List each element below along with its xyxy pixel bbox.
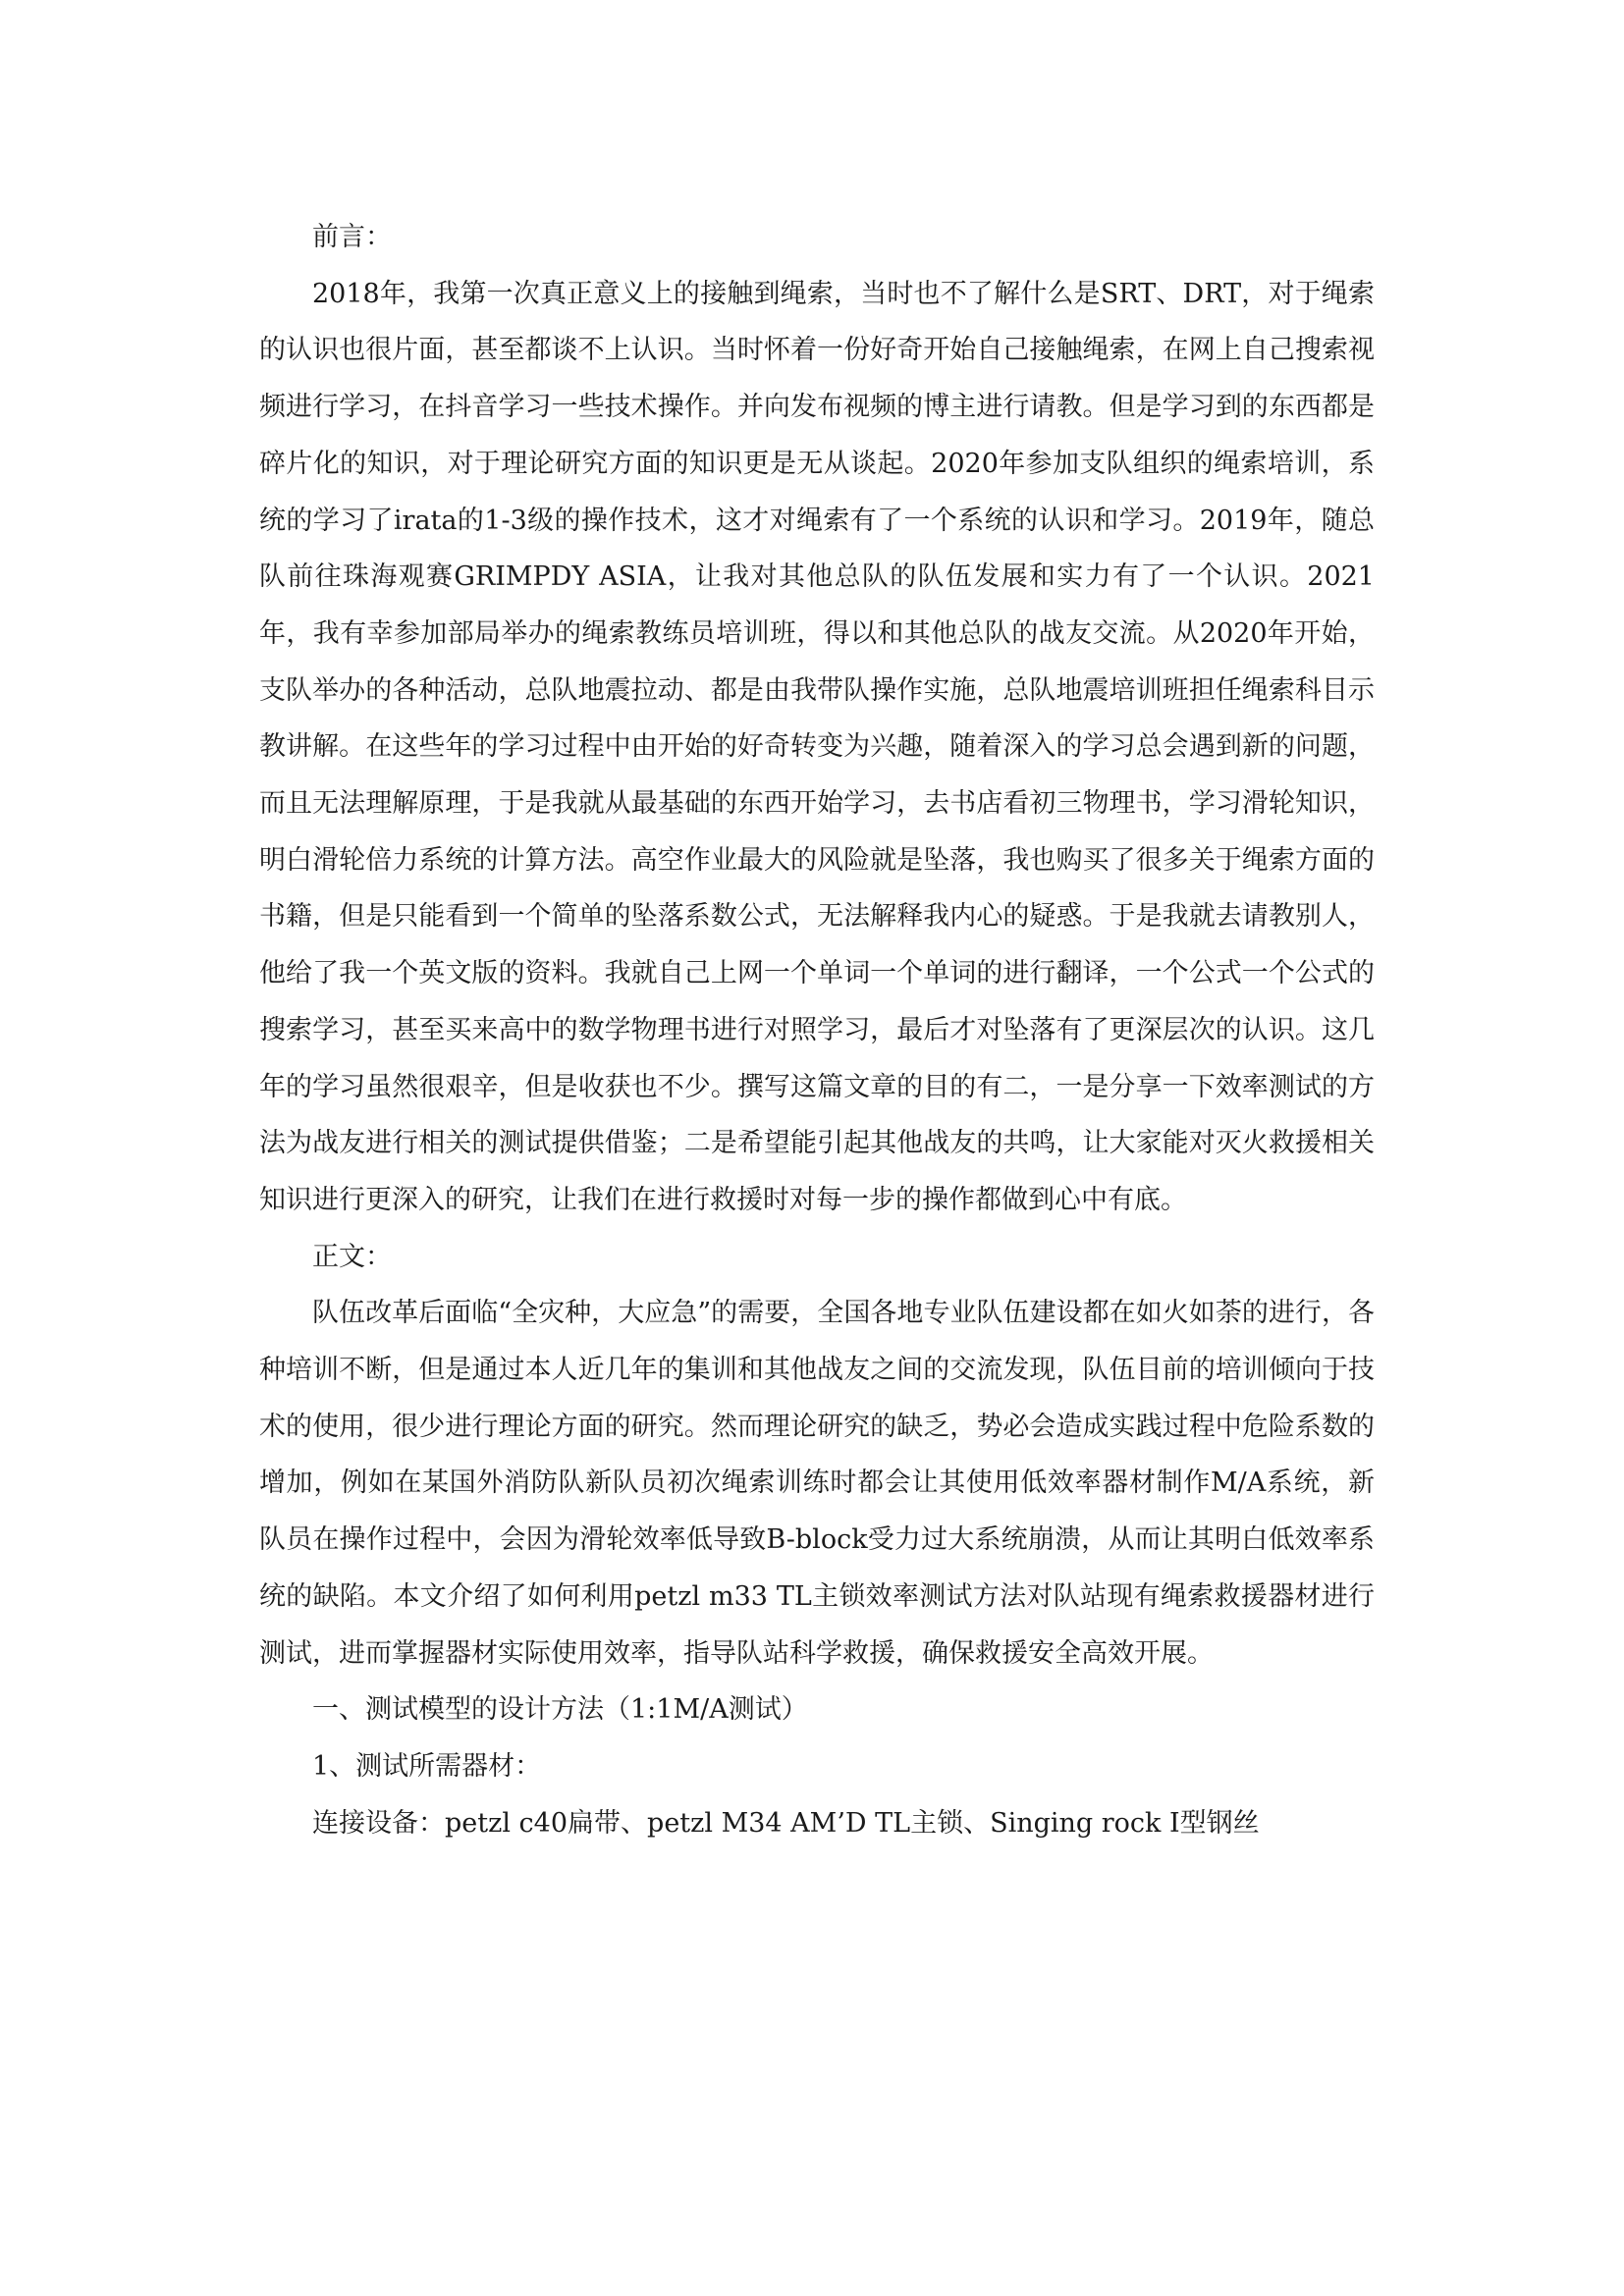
section-heading-test-model: 一、测试模型的设计方法（1:1M/A测试） [312, 1694, 808, 1726]
body-paragraph: 队伍改革后面临“全灾种，大应急”的需要，全国各地专业队伍建设都在如火如荼的进行，各种培训不断，但是通过本人近几年的集训和其他战友之间的交流发现，队伍目前的培训倾向于技术的使用，很少进行理论方面的研究。然而理论研究的缺乏，势必会造成实践过程中危险系数的增加，例如在某国外消防队新队员初次绳索训练时都会让其使用低效率器材制作M/A系统，新队员在操作过程中，会因为滑轮效率低导致B-block受力过大系统崩溃，从而让其明白低效率系统的缺陷。本文介绍了如何利用petzl m33 TL主锁效率测试方法对队站现有绳索救援器材进行测试，进而掌握器材实际使用效率，指导队站科学救援，确保救援安全高效开展。 [259, 1298, 1375, 1669]
document-body [259, 209, 1375, 1851]
body-heading: 正文： [312, 1241, 392, 1272]
equipment-line: 连接设备：petzl c40扁带、petzl M34 AM’D TL主锁、Singing rock I型钢丝 [312, 1807, 1260, 1839]
subsection-heading-equipment: 1、测试所需器材： [312, 1750, 542, 1782]
preface-heading: 前言： [312, 222, 392, 252]
preface-paragraph: 2018年，我第一次真正意义上的接触到绳索，当时也不了解什么是SRT、DRT，对于绳索的认识也很片面，甚至都谈不上认识。当时怀着一份好奇开始自己接触绳索，在网上自己搜索视频进行学习，在抖音学习一些技术操作。并向发布视频的博主进行请教。但是学习到的东西都是碎片化的知识，对于理论研究方面的知识更是无从谈起。2020年参加支队组织的绳索培训，系统的学习了irata的1-3级的操作技术，这才对绳索有了一个系统的认识和学习。2019年，随总队前往珠海观赛GRIMPDY ASIA，让我对其他总队的队伍发展和实力有了一个认识。2021年，我有幸参加部局举办的绳索教练员培训班，得以和其他总队的战友交流。从2020年开始，支队举办的各种活动，总队地震拉动、都是由我带队操作实施，总队地震培训班担任绳索科目示教讲解。在这些年的学习过程中由开始的好奇转变为兴趣，随着深入的学习总会遇到新的问题，而且无法理解原理，于是我就从最基础的东西开始学习，去书店看初三物理书，学习滑轮知识，明白滑轮倍力系统的计算方法。高空作业最大的风险就是坠落，我也购买了很多关于绳索方面的书籍，但是只能看到一个简单的坠落系数公式，无法解释我内心的疑惑。于是我就去请教别人，他给了我一个英文版的资料。我就自己上网一个单词一个单词的进行翻译，一个公式一个公式的搜索学习，甚至买来高中的数学物理书进行对照学习，最后才对坠落有了更深层次的认识。这几年的学习虽然很艰辛，但是收获也不少。撰写这篇文章的目的有二，一是分享一下效率测试的方法为战友进行相关的测试提供借鉴；二是希望能引起其他战友的共鸣，让大家能对灭火救援相关知识进行更深入的研究，让我们在进行救援时对每一步的操作都做到心中有底。 [259, 278, 1375, 1215]
